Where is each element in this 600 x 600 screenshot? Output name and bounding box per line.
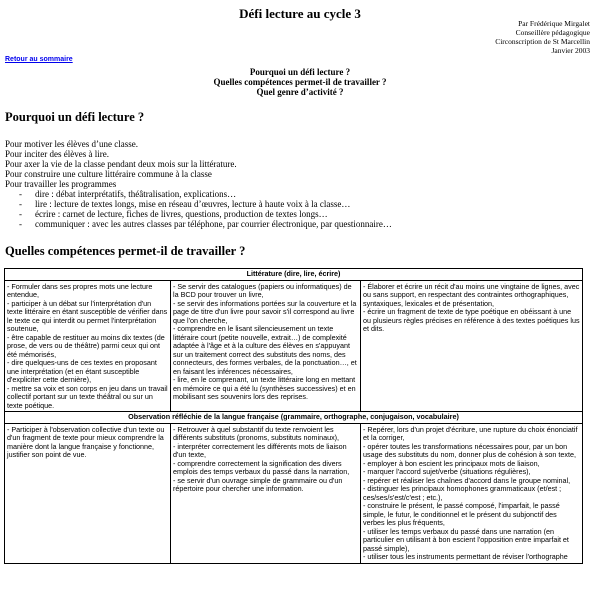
table-section-header-row [5,412,583,424]
competency-item: - Retrouver à quel substantif du texte renvoient les différents substituts (pronoms, substituts nominaux), [173,424,340,442]
dash-bullet: - [19,219,22,229]
competency-item: - comprendre en le lisant silencieusement un texte littéraire court (petite nouvelle, extrait…) de complexité adaptée à l'âge et à la culture des élèves en s'appuyant sur un traitement correct des substituts des noms, des connecteurs, des formes verbales, de la ponctuation…, et en faisant les inférences nécessaires, [173,324,357,376]
intro-list [5,139,392,229]
question-1: Pourquoi un défi lecture ? [249,67,351,77]
table-section-header: Littérature (dire, lire, écrire) [5,269,583,281]
skills-table [4,268,583,564]
competency-item: - utiliser les temps verbaux du passé dans une narration (en particulier en utilisant à bon escient l'opposition entre imparfait et passé simple), [363,526,569,553]
table-row [5,280,583,412]
competency-item: - se servir des informations portées sur la couverture et la page de titre d'un livre pour savoir s'il correspond au livre que l'on cherche, [173,298,357,325]
competency-item: - écrire un fragment de texte de type poétique en obéissant à une ou plusieurs règles précises en référence à des textes poétiques lus et dits. [363,307,580,333]
table-row [5,423,583,563]
section-heading-skills: Quelles compétences permet-il de travailler ? [5,244,246,258]
competency-item: - Élaborer et écrire un récit d'au moins une vingtaine de lignes, avec ou sans support, en respectant des contraintes orthographiques, syntaxiques, lexicales et de présentation, [363,281,580,308]
table-cell [171,423,361,563]
competency-item: - distinguer les principaux homophones grammaticaux (et/est ; ces/ses/s'est/c'est ; etc.), [363,484,562,502]
competency-item: - Se servir des catalogues (papiers ou informatiques) de la BCD pour trouver un livre, [173,281,352,299]
intro-sub-text: lire : lecture de textes longs, mise en réseau d’œuvres, lecture à haute voix à la classe… [35,199,351,209]
competency-item: - dire quelques-uns de ces textes en proposant une interprétation (et en étant susceptible d'expliciter cette dernière), [7,358,157,384]
section-heading-why: Pourquoi un défi lecture ? [5,110,145,124]
competency-item: - interpréter correctement les différents mots de liaison d'un texte, [173,441,347,459]
author-date: Janvier 2003 [551,46,590,55]
competency-item: - se servir d'un ouvrage simple de grammaire ou d'un répertoire pour chercher une information. [173,475,343,493]
table-section-header-row [5,269,583,281]
author-district: Circonscription de St Marcellin [495,37,590,46]
table-cell [361,423,583,563]
table-cell [5,423,171,563]
intro-sub-text: écrire : carnet de lecture, fiches de livres, questions, production de textes longs… [35,209,328,219]
page-title: Défi lecture au cycle 3 [239,6,361,21]
dash-bullet: - [19,199,22,209]
competency-item: - utiliser tous les instruments permettant de réviser l'orthographe [363,552,568,561]
competency-item: - Participer à l'observation collective d'un texte ou d'un fragment de texte pour mieux comprendre la manière dont la langue française y fonctionne, justifier son point de vue. [7,424,165,459]
dash-bullet: - [19,209,22,219]
competency-item: - mettre sa voix et son corps en jeu dans un travail collectif portant sur un texte théâtral ou sur un texte poétique. [7,383,168,410]
intro-sub-item [5,199,392,209]
intro-line: Pour travailler les programmes [5,179,117,189]
intro-line: Pour construire une culture littéraire commune à la classe [5,169,212,179]
table-cell [361,280,583,412]
competency-item: - marquer l'accord sujet/verbe (situations régulières), [363,467,531,476]
intro-sub-item [5,219,392,229]
competency-item: - opérer toutes les transformations nécessaires pour, par un bon usage des substituts du nom, donner plus de cohésion à son texte, [363,441,576,459]
intro-sub-text: dire : débat interprétatifs, théâtralisation, explications… [35,189,237,199]
table-cell [171,280,361,412]
competency-item: - participer à un débat sur l'interprétation d'un texte littéraire en étant susceptible de vérifier dans le texte ce qui interdit ou permet l'interprétation soutenue, [7,298,168,333]
competency-item: - construire le présent, le passé composé, l'imparfait, le passé simple, le futur, le conditionnel et le présent du subjonctif des verbes les plus fréquents, [363,501,560,527]
intro-line: Pour motiver les élèves d’une classe. [5,139,138,149]
intro-sub-item [5,189,392,199]
author-name: Par Frédérique Mirgalet [518,19,590,28]
skills-table-body [5,269,583,564]
back-to-summary-link[interactable]: Retour au sommaire [5,56,73,63]
questions-block [0,67,600,97]
competency-item: - Formuler dans ses propres mots une lecture entendue, [7,281,153,299]
intro-sub-text: communiquer : avec les autres classes par téléphone, par courrier électronique, par questionnaire… [35,219,392,229]
table-cell [5,280,171,412]
competency-item: - lire, en le comprenant, un texte littéraire long en mettant en mémoire ce qui a été lu (synthèses successives) et en mobilisant ses souvenirs lors des reprises. [173,375,356,401]
competency-item: - comprendre correctement la signification des divers emplois des temps verbaux du passé dans la narration, [173,458,350,476]
author-block [495,19,590,55]
competency-item: - Repérer, lors d'un projet d'écriture, une rupture du choix énonciatif et la corriger, [363,424,578,442]
intro-line: Pour axer la vie de la classe pendant deux mois sur la littérature. [5,159,237,169]
competency-item: - employer à bon escient les principaux mots de liaison, [363,458,540,468]
question-2: Quelles compétences permet-il de travailler ? [213,77,387,87]
question-3: Quel genre d’activité ? [256,87,344,97]
intro-line: Pour inciter des élèves à lire. [5,149,109,159]
competency-item: - repérer et réaliser les chaînes d'accord dans le groupe nominal, [363,475,571,485]
table-section-header: Observation réfléchie de la langue française (grammaire, orthographe, conjugaison, vocabulaire) [5,412,583,424]
author-role: Conseillère pédagogique [515,28,590,37]
intro-sub-item [5,209,392,219]
dash-bullet: - [19,189,22,199]
competency-item: - être capable de restituer au moins dix textes (de prose, de vers ou de théâtre) parmi ceux qui ont été mémorisés, [7,332,165,359]
